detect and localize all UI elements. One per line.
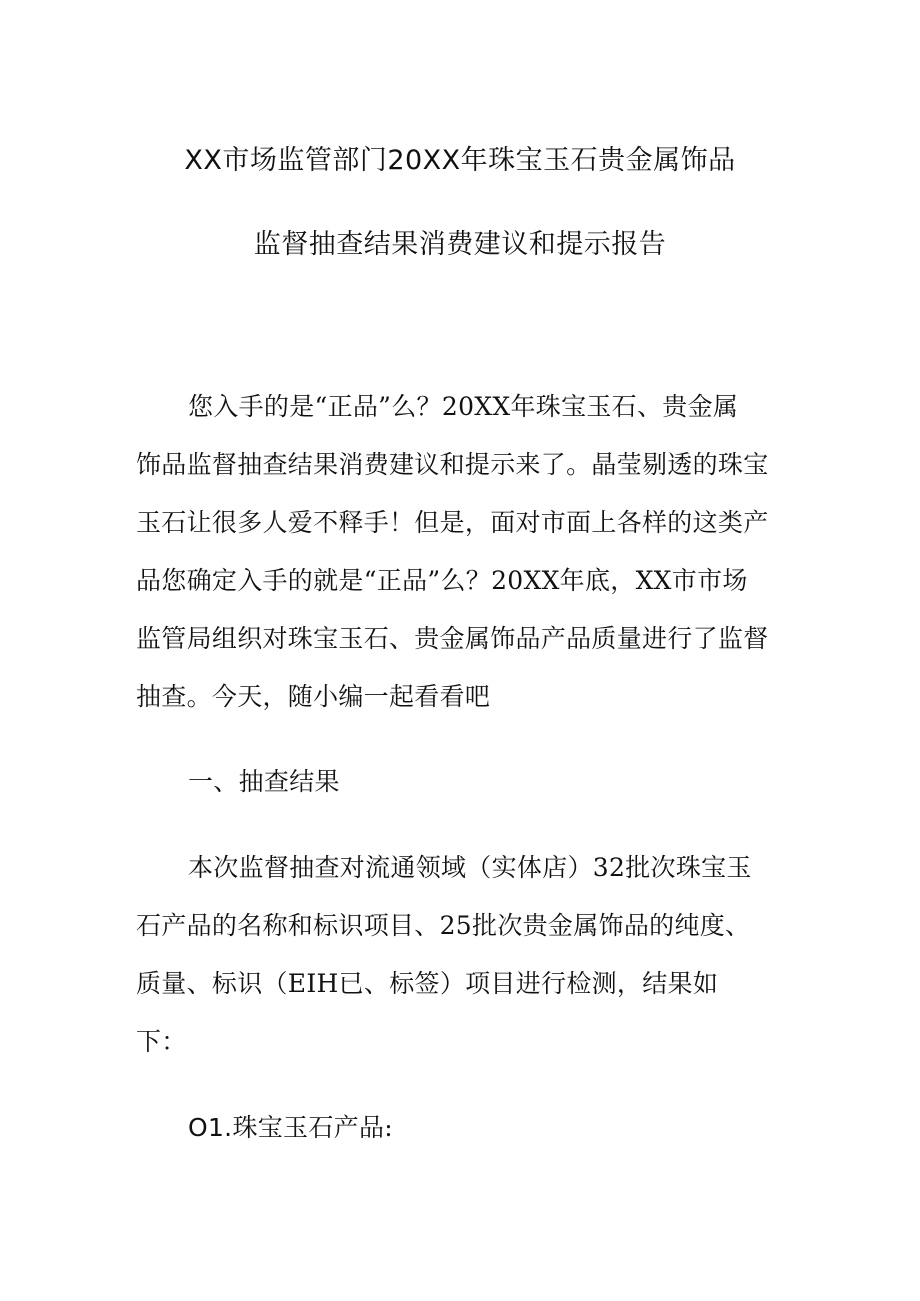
intro-paragraph-line: 监管局组织对珠宝玉石、贵金属饰品产品质量进行了监督 [136,624,769,653]
subheading-number: O1. [188,1113,233,1142]
subheading-text: 珠宝玉石产品: [232,1113,393,1142]
results-paragraph-line: 本次监督抽查对流通领域（实体店）32批次珠宝玉 [188,853,752,882]
subheading [188,1108,393,1144]
document-title-line-2: 监督抽查结果消费建议和提示报告 [253,229,667,260]
results-paragraph-line: 质量、标识（EIH已、标签）项目进行检测，结果如 [136,969,719,998]
results-paragraph-line: 下： [136,1027,187,1056]
intro-paragraph-line: 抽查。今天，随小编一起看看吧 [136,682,491,711]
document-title-line-1: XX市场监管部门20XX年珠宝玉石贵金属饰品 [184,145,736,176]
intro-paragraph-line: 品您确定入手的就是“正品”么？20XX年底，XX市市场 [136,566,748,595]
results-paragraph-line: 石产品的名称和标识项目、25批次贵金属饰品的纯度、 [136,911,751,940]
intro-paragraph-line: 饰品监督抽查结果消费建议和提示来了。晶莹剔透的珠宝 [136,450,769,479]
intro-paragraph-line: 您入手的是“正品”么？20XX年珠宝玉石、贵金属 [188,392,739,421]
section-heading: 一、抽查结果 [188,767,340,796]
intro-paragraph-line: 玉石让很多人爱不释手！但是，面对市面上各样的这类产 [136,508,769,537]
